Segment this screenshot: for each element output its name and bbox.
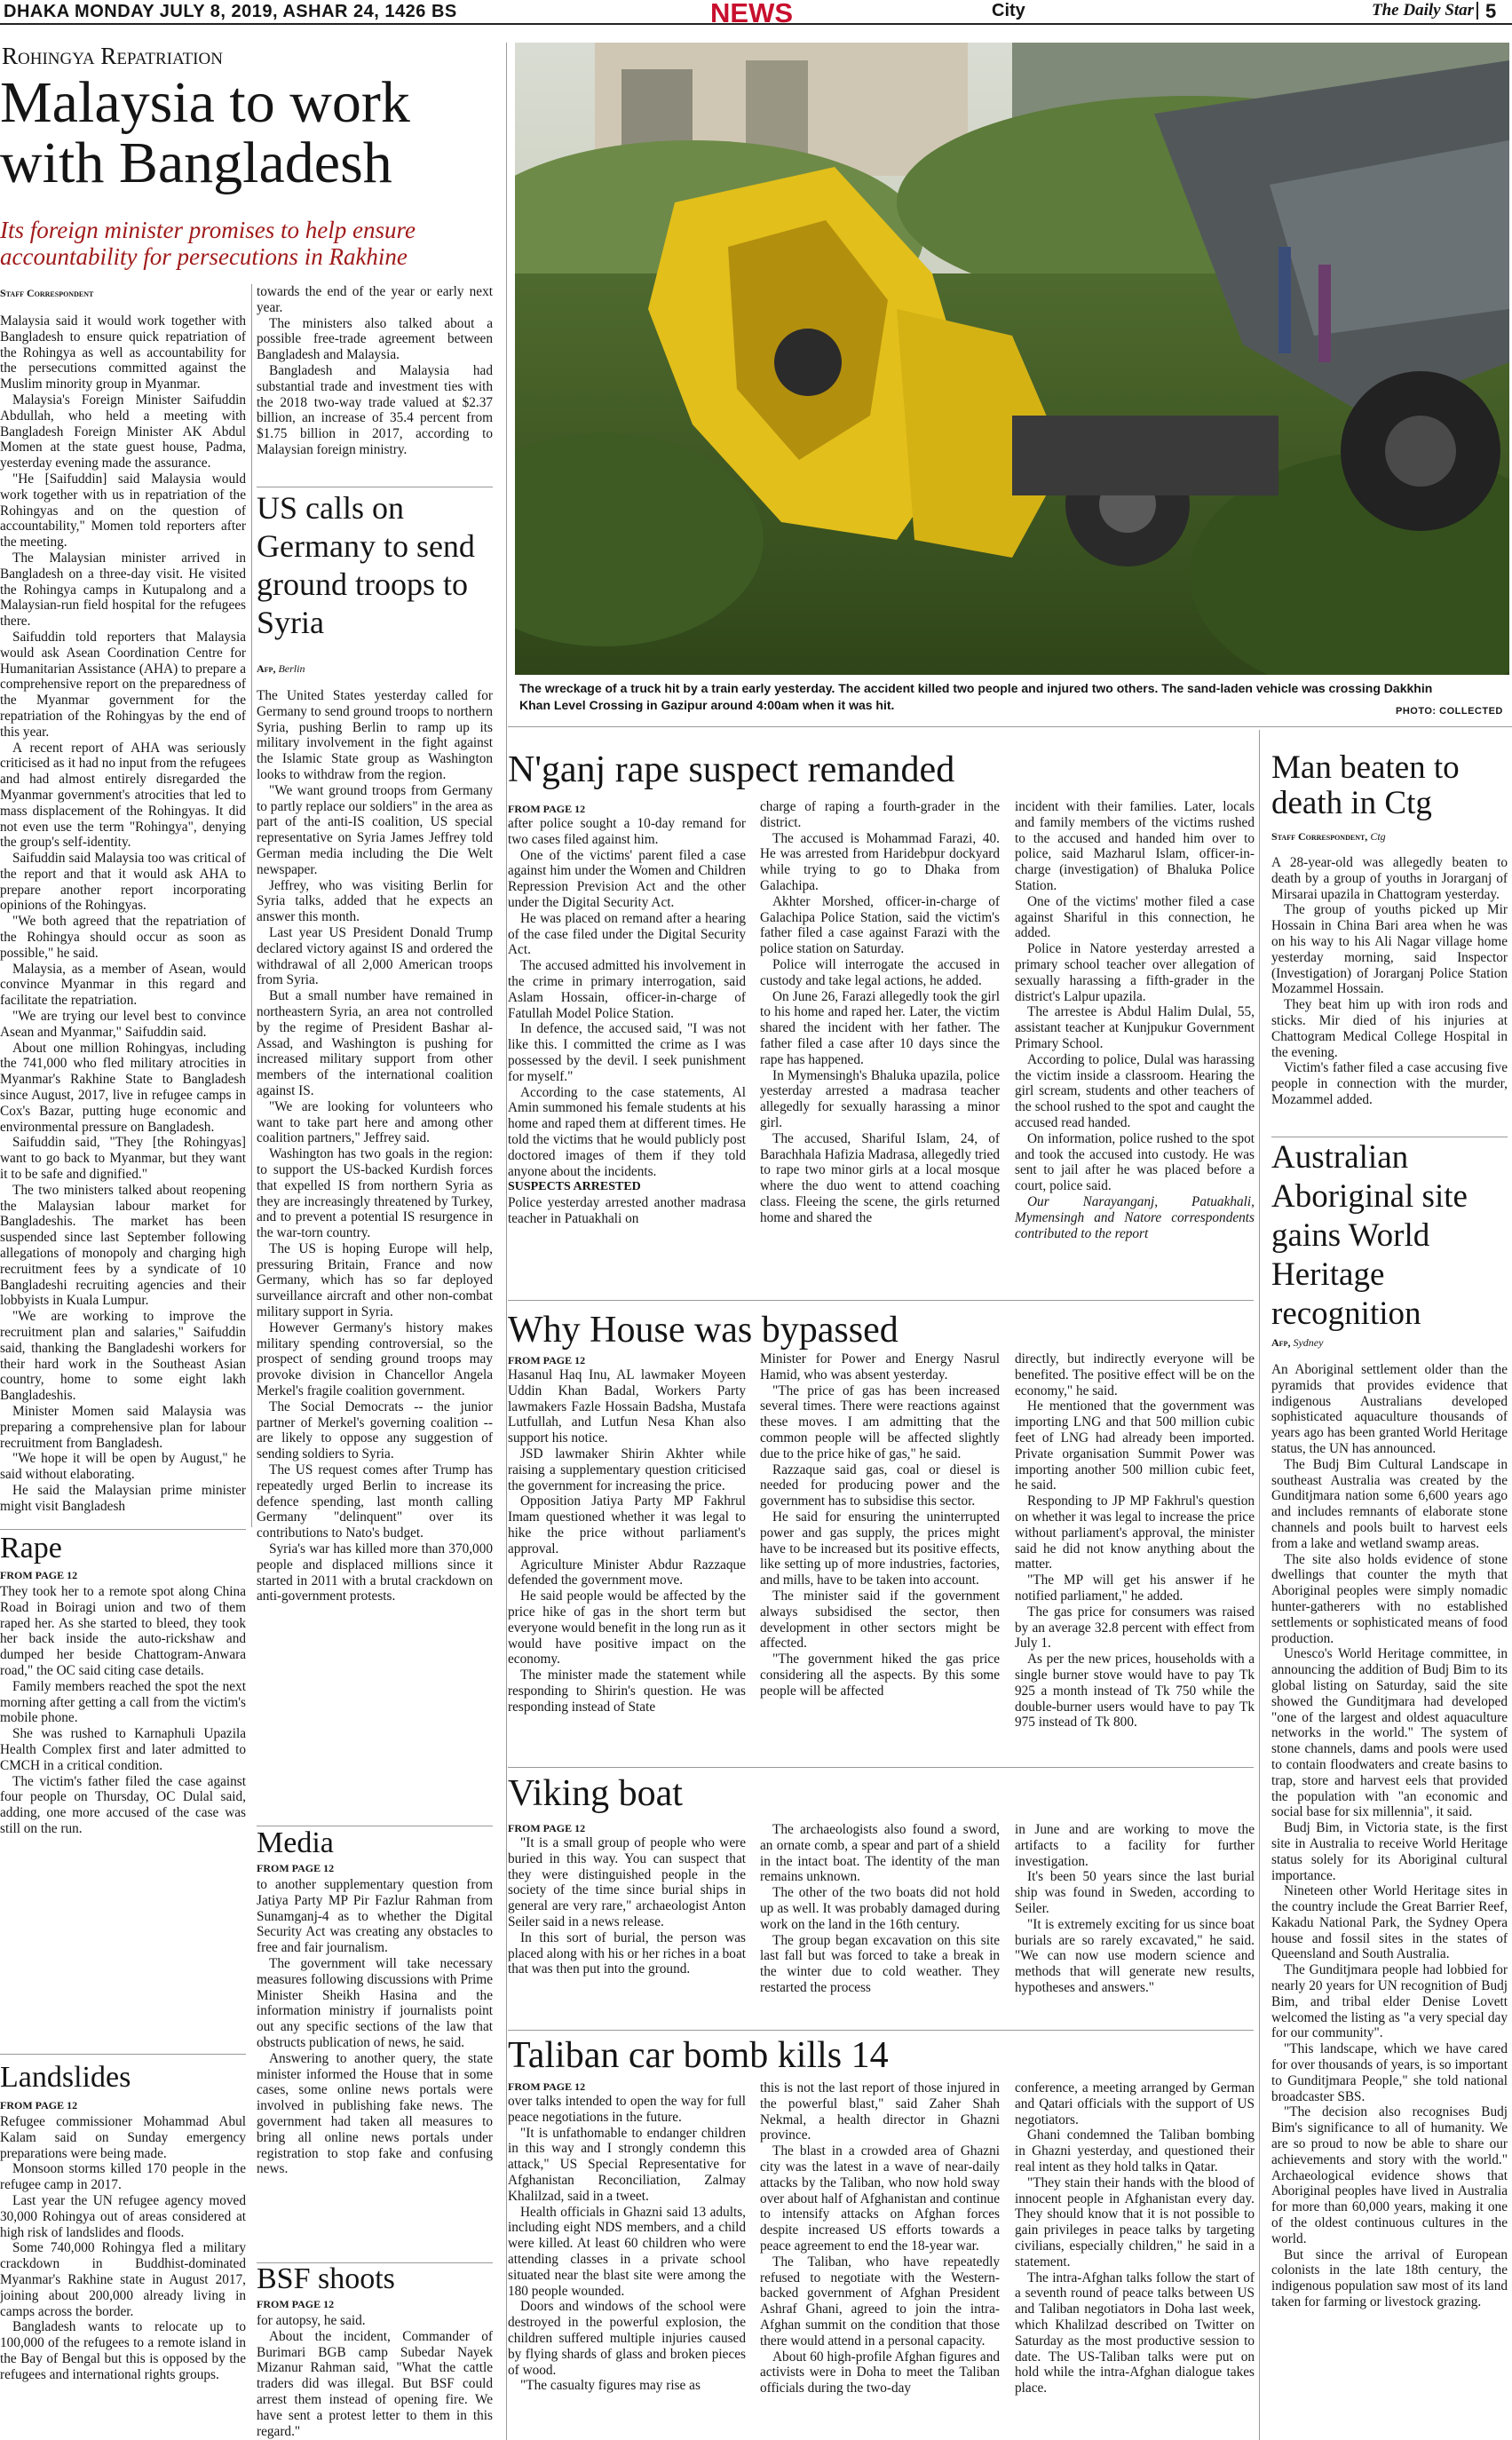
paragraph: "The MP will get his answer if he notified parliament," he added.	[1015, 1573, 1255, 1604]
section-rule	[508, 1300, 1254, 1301]
paragraph: Last year US President Donald Trump declared victory against IS and ordered the withdrawal of all 2,000 American troops from Syria.	[257, 924, 493, 988]
paragraph: Agriculture Minister Abdur Razzaque defended the government move.	[508, 1557, 746, 1588]
paragraph: He said for ensuring the uninterrupted power and gas supply, the prices might have to be increased but its positive effects, like setting up of more industries, factories, and mills, have to be taken into account.	[760, 1509, 1000, 1588]
jump-note: FROM PAGE 12	[508, 803, 586, 815]
paragraph: The other of the two boats did not hold up as well. It was probably damaged during work on the land in the 16th century.	[760, 1885, 1000, 1932]
paragraph: An Aboriginal settlement older than the pyramids that provides evidence that indigenous Australians developed sophisticated aquaculture thousands of years ago has been granted World Heritage status, the UN has announced.	[1271, 1362, 1508, 1456]
paragraph: "It is a small group of people who were buried in this way. You can suspect that they were distinguished people in the society of the time since burial ships in general are very rare," archaeologist Anton Seiler said in a news release.	[508, 1835, 746, 1929]
headline: N'ganj rape suspect remanded	[508, 749, 955, 790]
paragraph: in June and are working to move the artifacts to a facility for further investigation.	[1015, 1822, 1255, 1869]
dateline: DHAKA MONDAY JULY 8, 2019, ASHAR 24, 1426 BS	[4, 2, 457, 21]
article-column	[508, 1367, 746, 1749]
article-column	[508, 2094, 746, 2438]
paragraph: Responding to JP MP Fakhrul's question on whether it was legal to increase the price without parliament's approval, the minister said he did not know anything about the matter.	[1015, 1493, 1255, 1573]
paragraph: conference, a meeting arranged by German and Qatari officials with the support of US negotiators.	[1015, 2080, 1255, 2127]
article-column	[760, 1351, 1000, 1751]
paragraph: On June 26, Farazi allegedly took the girl to his home and raped her. Later, the victim shared the incident with her father. The father filed a case after 10 days since the rape has happened.	[760, 988, 1000, 1067]
paragraph: "The government hiked the gas price considering all the aspects. By this some people will be affected	[760, 1652, 1000, 1699]
paragraph: Monsoon storms killed 170 people in the refugee camp in 2017.	[0, 2161, 246, 2193]
paragraph: The accused is Mohammad Farazi, 40. He was arrested from Haridebpur dockyard while trying to go to Dhaka from Galachipa.	[760, 830, 1000, 893]
dateline-city: Ctg	[1370, 830, 1386, 843]
paragraph: after police sought a 10-day remand for two cases filed against him.	[508, 816, 746, 847]
paragraph: incident with their families. Later, locals and family members of the victims rushed to the accused and handed him over to police, said Mazharul Islam, officer-in-charge (investigation) of Bhaluka Police Station.	[1015, 799, 1255, 893]
paragraph: The Social Democrats -- the junior partner of Merkel's governing coalition -- are likely to oppose any suggestion of sending soldiers to Syria.	[257, 1398, 493, 1462]
contributor-note: Our Narayanganj, Patuakhali, Mymensingh and Natore correspondents contributed to the report	[1015, 1193, 1255, 1241]
section-rule	[508, 2030, 1254, 2031]
paragraph: The victim's father filed the case against four people on Thursday, OC Dulal said, adding, one more accused of the case was still on the run.	[0, 1773, 246, 1836]
paragraph: for autopsy, he said.	[257, 2313, 366, 2328]
paragraph: Last year the UN refugee agency moved 30,000 Rohingya out of areas considered at high risk of landslides and floods.	[0, 2192, 246, 2240]
article-column	[257, 688, 493, 1825]
section-rule	[508, 726, 1512, 727]
paragraph: The Taliban, who have repeatedly refused to negotiate with the Western-backed government of Afghan President Ashraf Ghani, agreed to join the intra-Afghan summit on the condition that those there would attend in a personal capacity.	[760, 2254, 1000, 2349]
desk-label: City	[992, 1, 1025, 20]
paragraph: directly, but indirectly everyone will be benefited. The positive effect will be on the economy," he said.	[1015, 1351, 1255, 1398]
jump-note: FROM PAGE 12	[508, 1354, 586, 1367]
paragraph: It's been 50 years since the last burial ship was found in Sweden, according to Seiler.	[1015, 1869, 1255, 1916]
paragraph: The accused admitted his involvement in the crime in primary interrogation, said Aslam Hossain, officer-in-charge of Fatullah Model Police Station.	[508, 958, 746, 1021]
article-column	[508, 816, 746, 1295]
paragraph: to another supplementary question from Jatiya Party MP Pir Fazlur Rahman from Sunamganj-4 as to whether the Digital Security Act was creating any obstacles to free and fair journalism.	[257, 1877, 493, 1956]
paragraph: The Budj Bim Cultural Landscape in southeast Australia was created by the Gunditjmara nation some 6,600 years ago and includes remnants of elaborate stone channels and pools built to harvest eels from a lake and wetland swamp areas.	[1271, 1456, 1508, 1551]
paragraph: Jeffrey, who was visiting Berlin for Syria talks, added that he expects an answer this month.	[257, 877, 493, 925]
paragraph: The two ministers talked about reopening the Malaysian labour market for Bangladeshis. The market has been suspended since last September following allegations of monopoly and charging high recruitment fees by a syndicate of 10 Bangladeshi recruiting agencies and their lobbyists in Kuala Lumpur.	[0, 1182, 246, 1309]
paragraph: The accused, Shariful Islam, 24, of Barachhala Hafizia Madrasa, allegedly tried to rape two minor girls at a local mosque where the duo went to attend coaching class. Fleeing the scene, the girls returned home and shared the	[760, 1130, 1000, 1225]
kicker: Rohingya Repatriation	[2, 43, 223, 69]
paragraph: "We are working to improve the recruitment plan and salaries," Saifuddin said, thanking the Bangladeshi workers for their hard work in the Southeast Asian country, home to some eight lakh Bangladeshis.	[0, 1309, 246, 1404]
standfirst: Its foreign minister promises to help ensure accountability for persecutions in Rakhine	[0, 217, 416, 270]
paragraph: Police yesterday arrested another madrasa teacher in Patuakhali on	[508, 1195, 746, 1226]
paragraph: Ghani condemned the Taliban bombing in Ghazni yesterday, and questioned their real intent as they hold talks in Qatar.	[1015, 2127, 1255, 2175]
headline: Why House was bypassed	[508, 1310, 898, 1351]
paragraph: He was placed on remand after a hearing of the case filed under the Digital Security Act.	[508, 910, 746, 958]
story-rule	[0, 1529, 246, 1530]
paragraph: Budj Bim, in Victoria state, is the first site in Australia to receive World Heritage status solely for its Aboriginal cultural importance.	[1271, 1820, 1508, 1883]
article-column	[1015, 1351, 1255, 1751]
paragraph: Malaysia, as a member of Asean, would convince Myanmar in this regard and facilitate the repatriation.	[0, 961, 246, 1009]
column-rule	[1259, 730, 1260, 2440]
article-column	[760, 2080, 1000, 2439]
paragraph: Refugee commissioner Mohammad Abul Kalam said on Sunday emergency preparations were being made.	[0, 2114, 246, 2161]
paragraph: Health officials in Ghazni said 13 adults, including eight NDS members, and a child were killed. At least 60 children who were attending classes in a private school situated near the blast site were among the 180 people wounded.	[508, 2204, 746, 2299]
article-column	[257, 284, 493, 484]
paragraph: Washington has two goals in the region: to support the US-backed Kurdish forces that expelled IS from northern Syria as they are increasingly threatened by Turkey, and to prevent a potential IS resurgence in the war-torn country.	[257, 1146, 493, 1241]
paragraph: JSD lawmaker Shirin Akhter while raising a supplementary question criticised the government for increasing the price.	[508, 1446, 746, 1493]
paragraph: "They stain their hands with the blood of innocent people in Afghanistan every day. They should know that it is not possible to gain privileges in peace talks by targeting civilians, especially children," he said in a statement.	[1015, 2175, 1255, 2270]
article-column	[0, 2114, 246, 2438]
byline	[1271, 1336, 1323, 1350]
paragraph: The group began excavation on this site last fall but was forced to take a break in the winter due to cold weather. They restarted the process	[760, 1932, 1000, 1995]
paragraph: He said people would be affected by the price hike of gas in the short term but everyone would benefit in the long run as it would have positive impact on the economy.	[508, 1588, 746, 1668]
byline	[1271, 830, 1386, 844]
jump-headline: Rape	[0, 1532, 62, 1565]
paragraph: The intra-Afghan talks follow the start of a seventh round of peace talks between US and Taliban negotiators in Doha last week, which Khalilzad described on Twitter on Saturday as the most productive session to date. The US-Taliban talks were put on hold while the intra-Afghan dialogue takes place.	[1015, 2270, 1255, 2396]
paragraph: About 60 high-profile Afghan figures and activists were in Doha to meet the Taliban officials during the two-day	[760, 2349, 1000, 2396]
paragraph: One of the victims' mother filed a case against Shariful in this connection, he added.	[1015, 893, 1255, 941]
paragraph: "We want ground troops from Germany to partly replace our soldiers" in the area as part of the anti-IS coalition, US special representative on Syria James Jeffrey told German media including the Die Welt newspaper.	[257, 782, 493, 877]
jump-note: FROM PAGE 12	[508, 2080, 586, 2093]
column-rule	[251, 284, 252, 1527]
paragraph: towards the end of the year or early next year.	[257, 284, 493, 315]
reporter: Staff Correspondent,	[1271, 830, 1368, 843]
section-label: NEWS	[710, 0, 793, 28]
paragraph: He mentioned that the government was importing LNG and that 500 million cubic feet of LNG had already been imported. Private organisation Summit Power was importing another 500 million cubic feet, he said.	[1015, 1398, 1255, 1493]
paragraph: The Gunditjmara people had lobbied for nearly 20 years for UN recognition of Budj Bim, and tribal elder Denise Lovett welcomed the listing as "a very special day for our community".	[1271, 1962, 1508, 2041]
article-column	[0, 1584, 246, 2050]
article-column	[1271, 1362, 1508, 2438]
article-column	[1015, 799, 1255, 1296]
paragraph: Police will interrogate the accused in custody and take legal actions, he added.	[760, 956, 1000, 988]
paragraph: They beat him up with iron rods and sticks. Mir died of his injuries at Chattogram Medical College Hospital in the evening.	[1271, 997, 1508, 1060]
paragraph: According to police, Dulal was harassing the victim inside a classroom. Hearing the girl scream, students and other teachers of the school rushed to the spot and caught the accused read handed.	[1015, 1051, 1255, 1130]
paragraph: Minister Momen said Malaysia was preparing a comprehensive plan for labour recruitment from Bangladesh.	[0, 1403, 246, 1451]
paragraph: Some 740,000 Rohingya fled a military crackdown in Buddhist-dominated Myanmar's Rakhine state in August 2017, joining about 200,000 already living in camps across the border.	[0, 2240, 246, 2319]
paragraph: Razzaque said gas, coal or diesel is needed for producing power and the government has to subsidise this sector.	[760, 1462, 1000, 1509]
paragraph: In defence, the accused said, "I was not like this. I committed the crime as I was possessed by the devil. I seek punishment for myself."	[508, 1021, 746, 1084]
story-rule	[0, 2054, 246, 2055]
truck-wreckage-photo	[515, 43, 1509, 675]
section-rule	[508, 1767, 1254, 1768]
paragraph: A recent report of AHA was seriously criticised as it had no input from the refugees and had almost entirely disregarded the Myanmar government's atrocities that led to mass displacement of the Rohingyas. It did not even use the term "Rohingya", denying the group's self-identity.	[0, 740, 246, 851]
paragraph: One of the victims' parent filed a case against him under the Women and Children Repression Prevision Act and the other under the Digital Security Act.	[508, 847, 746, 910]
paragraph: "This landscape, which we have cared for over thousands of years, is so important to Gunditjmara People," she told national broadcaster SBS.	[1271, 2041, 1508, 2104]
byline: Staff Correspondent	[0, 287, 94, 299]
paragraph: "We hope it will be open by August," he said without elaborating.	[0, 1451, 246, 1483]
paragraph: Bangladesh and Malaysia had substantial trade and investment ties with the 2018 two-way trade valued at $2.37 billion, an increase of 35.4 percent from $1.75 billion in 2017, according to Malaysian foreign ministry.	[257, 362, 493, 457]
paragraph: According to the case statements, Al Amin summoned his female students at his home and raped them at different times. He told the victims that he would publicly post doctored images of them if they told anyone about the incidents.	[508, 1084, 746, 1179]
paragraph: Victim's father filed a case accusing five people in connection with the murder, Mozammel added.	[1271, 1060, 1508, 1107]
headline: Man beaten to death in Ctg	[1271, 749, 1460, 821]
paragraph: Unesco's World Heritage committee, in announcing the addition of Budj Bim to its global listing on Saturday, said the site showed the Gunditjmara had developed "one of the largest and oldest aquaculture networks in the world." The system of stone channels, dams and pools were used to contain floodwaters and create basins to trap, store and harvest eels that provided the population with "an economic and social base for six millennia", it said.	[1271, 1646, 1508, 1820]
article-column	[257, 1877, 493, 2259]
paragraph: "The decision also recognises Budj Bim's significance to all of humanity. We are so proud to now be able to share our achievements and story with the world." Archaeological evidence shows that Aboriginal peoples have lived in Australia for more than 60,000 years, making it one of the oldest continuous cultures in the world.	[1271, 2104, 1508, 2246]
paragraph: He said the Malaysian prime minister might visit Bangladesh	[0, 1482, 246, 1514]
news-photo	[515, 43, 1509, 675]
headline	[0, 70, 511, 195]
newspaper-logo: The Daily Star	[1372, 1, 1475, 20]
paragraph: Bangladesh wants to relocate up to 100,000 of the refugees to a remote island in the Bay of Bengal but this is opposed by the refugees and international rights groups.	[0, 2319, 246, 2382]
paragraph: "It is unfathomable to endanger children in this way and I strongly condemn this attack," US Special Representative for Afghanistan Reconciliation, Zalmay Khalilzad, said in a tweet.	[508, 2125, 746, 2204]
paragraph: "It is extremely exciting for us since boat burials are so rarely excavated," he said. "We can now use modern science and methods that will generate new results, hypotheses and answers."	[1015, 1916, 1255, 1995]
paragraph: Nineteen other World Heritage sites in the country include the Great Barrier Reef, Kakadu National Park, the Sydney Opera house and fossil sites in the states of Queensland and South Australia.	[1271, 1883, 1508, 1962]
paragraph: They took her to a remote spot along China Road in Boiragi union and two of them raped her. As she started to bleed, they took her back inside the auto-rickshaw and dumped her beside Chattogram-Anwara road," the OC said citing case details.	[0, 1584, 246, 1678]
agency: Afp,	[257, 662, 276, 675]
paragraph: The gas price for consumers was raised by an average 32.8 percent with effect from July 1.	[1015, 1604, 1255, 1652]
paragraph: About the incident, Commander of Burimari BGB camp Subedar Nayek Mizanur Rahman said, "What the cattle traders did was illegal. But BSF could arrest them instead of opening fire. We have sent a protest letter to them in this regard."	[257, 2328, 493, 2439]
paragraph: On information, police rushed to the spot and took the accused into custody. He was sent to jail after he was placed before a court, police said.	[1015, 1130, 1255, 1194]
paragraph: "The casualty figures may rise as	[520, 2378, 701, 2394]
paragraph: But a small number have remained in northeastern Syria, an area not controlled by the regime of President Bashar al-Assad, and Washington is pushing for increased military support from other members of the international coalition against IS.	[257, 988, 493, 1098]
divider	[1476, 2, 1478, 20]
agency: Afp,	[1271, 1336, 1291, 1349]
paragraph: Saifuddin told reporters that Malaysia would ask Asean Coordination Centre for Humanitarian Assistance (AHA) to prepare a comprehensive report on the preparedness of the Myanmar government for the repatriation of the Rohingyas by the end of this year.	[0, 629, 246, 740]
page-masthead	[0, 0, 1512, 28]
paragraph: In Mymensingh's Bhaluka upazila, police yesterday arrested a madrasa teacher allegedly for sexually harassing a minor girl.	[760, 1067, 1000, 1130]
column-rule	[506, 43, 507, 2440]
page-number: 5	[1485, 0, 1497, 22]
headline: US calls on Germany to send ground troops to Syria	[257, 490, 475, 640]
article-column	[760, 799, 1000, 1296]
paragraph: However Germany's history makes military spending controversial, so the prospect of sending ground troops may provoke division in Chancellor Angela Merkel's fragile coalition government.	[257, 1319, 493, 1399]
paragraph: Syria's war has killed more than 370,000 people and displaced millions since it started in 2011 with a brutal crackdown on anti-government protests.	[257, 1541, 493, 1604]
article-column	[1015, 2080, 1255, 2439]
photo-caption: The wreckage of a truck hit by a train early yesterday. The accident killed two people and injured two others. The sand-laden vehicle was crossing Dakkhin Khan Level Crossing in Gazipur around 4:00am when it was hit.	[519, 681, 1433, 712]
jump-note: FROM PAGE 12	[0, 1569, 78, 1581]
article-column	[1015, 1822, 1255, 2026]
jump-note: FROM PAGE 12	[508, 1822, 586, 1834]
paragraph: charge of raping a fourth-grader in the district.	[760, 799, 1000, 830]
paragraph: In this sort of burial, the person was placed along with his or her riches in a boat that was then put into the ground.	[508, 1929, 746, 1977]
paragraph: Doors and windows of the school were destroyed in the powerful explosion, the children suffered multiple injuries caused by flying shards of glass and broken pieces of wood.	[508, 2299, 746, 2378]
article-column	[0, 313, 246, 1525]
paragraph: Minister for Power and Energy Nasrul Hamid, who was absent yesterday.	[760, 1351, 1000, 1382]
paragraph: Police in Natore yesterday arrested a primary school teacher over allegation of sexually harassing a fifth-grader in the district's Lalpur upazila.	[1015, 941, 1255, 1004]
article-column	[257, 2313, 493, 2439]
paragraph: As per the new prices, households with a single burner stove would have to pay Tk 925 a month instead of Tk 750 while the double-burner users would have to pay Tk 975 instead of Tk 800.	[1015, 1652, 1255, 1731]
headline-line: Malaysia to work	[0, 70, 410, 135]
paragraph: Akhter Morshed, officer-in-charge of Galachipa Police Station, said the victim's father filed a case against Farazi with the police station on Saturday.	[760, 893, 1000, 957]
subheading: SUSPECTS ARRESTED	[508, 1180, 641, 1194]
paragraph: About one million Rohingyas, including the 741,000 who fled military atrocities in Myanmar's Rakhine State to Bangladesh since August, 2017, live in refugee camps in Cox's Bazar, putting huge economic and environmental pressure on Bangladesh.	[0, 1040, 246, 1135]
paragraph: "He [Saifuddin] said Malaysia would work together with us in repatriation of the Rohingyas and on the question of accountability," Momen told reporters after the meeting.	[0, 471, 246, 551]
headline-line: with Bangladesh	[0, 131, 392, 195]
paragraph: The US is hoping Europe will help, pressuring Britain, France and now Germany, which has so far deployed surveillance aircraft and other non-combat military support in Syria.	[257, 1240, 493, 1320]
paragraph: The blast in a crowded area of Ghazni city was the latest in a wave of near-daily attacks by the Taliban, who now hold sway over about half of Afghanistan and continue to intensify attacks on Afghan forces despite increased US efforts towards a peace agreement to end the 18-year war.	[760, 2143, 1000, 2254]
jump-headline: BSF shoots	[257, 2262, 395, 2295]
jump-headline: Media	[257, 1826, 334, 1859]
paragraph: The US request comes after Trump has repeatedly urged Berlin to increase its defence spending, last month calling Germany "delinquent" over its contributions to Nato's budget.	[257, 1462, 493, 1541]
jump-note: FROM PAGE 12	[257, 2298, 335, 2310]
headline: Australian Aboriginal site gains World Heritage recognition	[1271, 1139, 1468, 1332]
byline	[257, 662, 305, 676]
dateline-city: Sydney	[1293, 1336, 1324, 1349]
paragraph: Saifuddin said, "They [the Rohingyas] want to go back to Myanmar, but they want it to be safe and dignified."	[0, 1135, 246, 1183]
photo-credit: PHOTO: COLLECTED	[1396, 706, 1503, 717]
article-column	[508, 1835, 746, 2026]
article-column	[1271, 855, 1508, 1135]
paragraph: The United States yesterday called for Germany to send ground troops to northern Syria, pushing Berlin to ramp up its military involvement in the fight against the Islamic State group as Washington looks to withdraw from the region.	[257, 688, 493, 782]
paragraph: The site also holds evidence of stone dwellings that counter the myth that Aboriginal peoples were simply nomadic hunter-gatherers with no established settlements or sophisticated means of food production.	[1271, 1551, 1508, 1646]
paragraph: Malaysia said it would work together with Bangladesh to ensure quick repatriation of the Rohingya as well as accountability for the persecutions committed against the Muslim minority group in Myanmar.	[0, 313, 246, 392]
paragraph: Answering to another query, the state minister informed the House that in some cases, some online news portals were involved in publishing fake news. The government had taken all measures to bring all online news portals under registration to stop fake and confusing news.	[257, 2050, 493, 2177]
paragraph: "We are looking for volunteers who want to take part here and among other coalition partners," Jeffrey said.	[257, 1098, 493, 1146]
paragraph: over talks intended to open the way for full peace negotiations in the future.	[508, 2094, 746, 2125]
paragraph: The arrestee is Abdul Halim Dulal, 55, assistant teacher at Kunjpukur Government Primary School.	[1015, 1004, 1255, 1051]
paragraph: "The price of gas has been increased several times. There were reactions against these moves. I am admitting that the common people will be affected slightly due to the price hike of gas," he said.	[760, 1382, 1000, 1462]
paragraph: The minister made the statement while responding to Shirin's question. He was responding instead of State	[508, 1668, 746, 1715]
headline: Viking boat	[508, 1773, 683, 1814]
paragraph: The ministers also talked about a possible free-trade agreement between Bangladesh and Malaysia.	[257, 315, 493, 363]
paragraph: "We both agreed that the repatriation of the Rohingya should occur as soon as possible," he said.	[0, 914, 246, 961]
paragraph: Opposition Jatiya Party MP Fakhrul Imam questioned whether it was legal to hike the price without parliament's approval.	[508, 1493, 746, 1557]
paragraph: this is not the last report of those injured in the powerful blast," said Zaher Shah Nekmal, a health director in Ghazni province.	[760, 2080, 1000, 2143]
paragraph: The archaeologists also found a sword, an ornate comb, a spear and part of a shield in the intact boat. The identity of the man remains unknown.	[760, 1822, 1000, 1885]
paragraph: Hasanul Haq Inu, AL lawmaker Moyeen Uddin Khan Badal, Workers Party lawmakers Fazle Hossain Badsha, Mustafa Lutfullah, and Lutfun Nesa Khan also support his notice.	[508, 1367, 746, 1446]
paragraph: A 28-year-old was allegedly beaten to death by a group of youths in Jorarganj of Mirsarai upazila in Chattogram yesterday.	[1271, 855, 1508, 902]
article-column	[760, 1822, 1000, 2026]
headline: Taliban car bomb kills 14	[508, 2035, 889, 2076]
paragraph: But since the arrival of European colonists in the late 18th century, the indigenous population saw most of its land taken for farming or livestock grazing.	[1271, 2246, 1508, 2310]
paragraph: Family members reached the spot the next morning after getting a call from the victim's mobile phone.	[0, 1678, 246, 1726]
jump-note: FROM PAGE 12	[0, 2099, 78, 2111]
paragraph: "We are trying our level best to convince Asean and Myanmar," Saifuddin said.	[0, 1009, 246, 1040]
paragraph: The group of youths picked up Mir Hossain in China Bari area when he was on his way to his Ali Nagar village home yesterday morning, said Inspector (Investigation) of Jorarganj Police Station Mozammel Hossain.	[1271, 902, 1508, 997]
paragraph: Malaysia's Foreign Minister Saifuddin Abdullah, who held a meeting with Bangladesh Foreign Minister AK Abdul Momen at the state guest house, Padma, yesterday evening made the assurance.	[0, 392, 246, 471]
jump-headline: Landslides	[0, 2061, 131, 2094]
paragraph: Saifuddin said Malaysia too was critical of the report and that it would ask AHA to prepare another report incorporating opinions of the Rohingyas.	[0, 851, 246, 914]
paragraph: The Malaysian minister arrived in Bangladesh on a three-day visit. He visited the Rohingya camps in Kutupalong and a Malaysian-run field hospital for the refugees there.	[0, 550, 246, 630]
paragraph: She was rushed to Karnaphuli Upazila Health Complex first and later admitted to CMCH in a critical condition.	[0, 1726, 246, 1773]
jump-note: FROM PAGE 12	[257, 1862, 335, 1874]
paragraph: The government will take necessary measures following discussions with Prime Minister Sheikh Hasina and the information ministry if journalists point out any specific sections of the law that obstructs publication of news, he said.	[257, 1955, 493, 2050]
paragraph: The minister said if the government always subsidised the sector, then development in other sectors might be affected.	[760, 1588, 1000, 1652]
dateline-city: Berlin	[278, 662, 305, 675]
